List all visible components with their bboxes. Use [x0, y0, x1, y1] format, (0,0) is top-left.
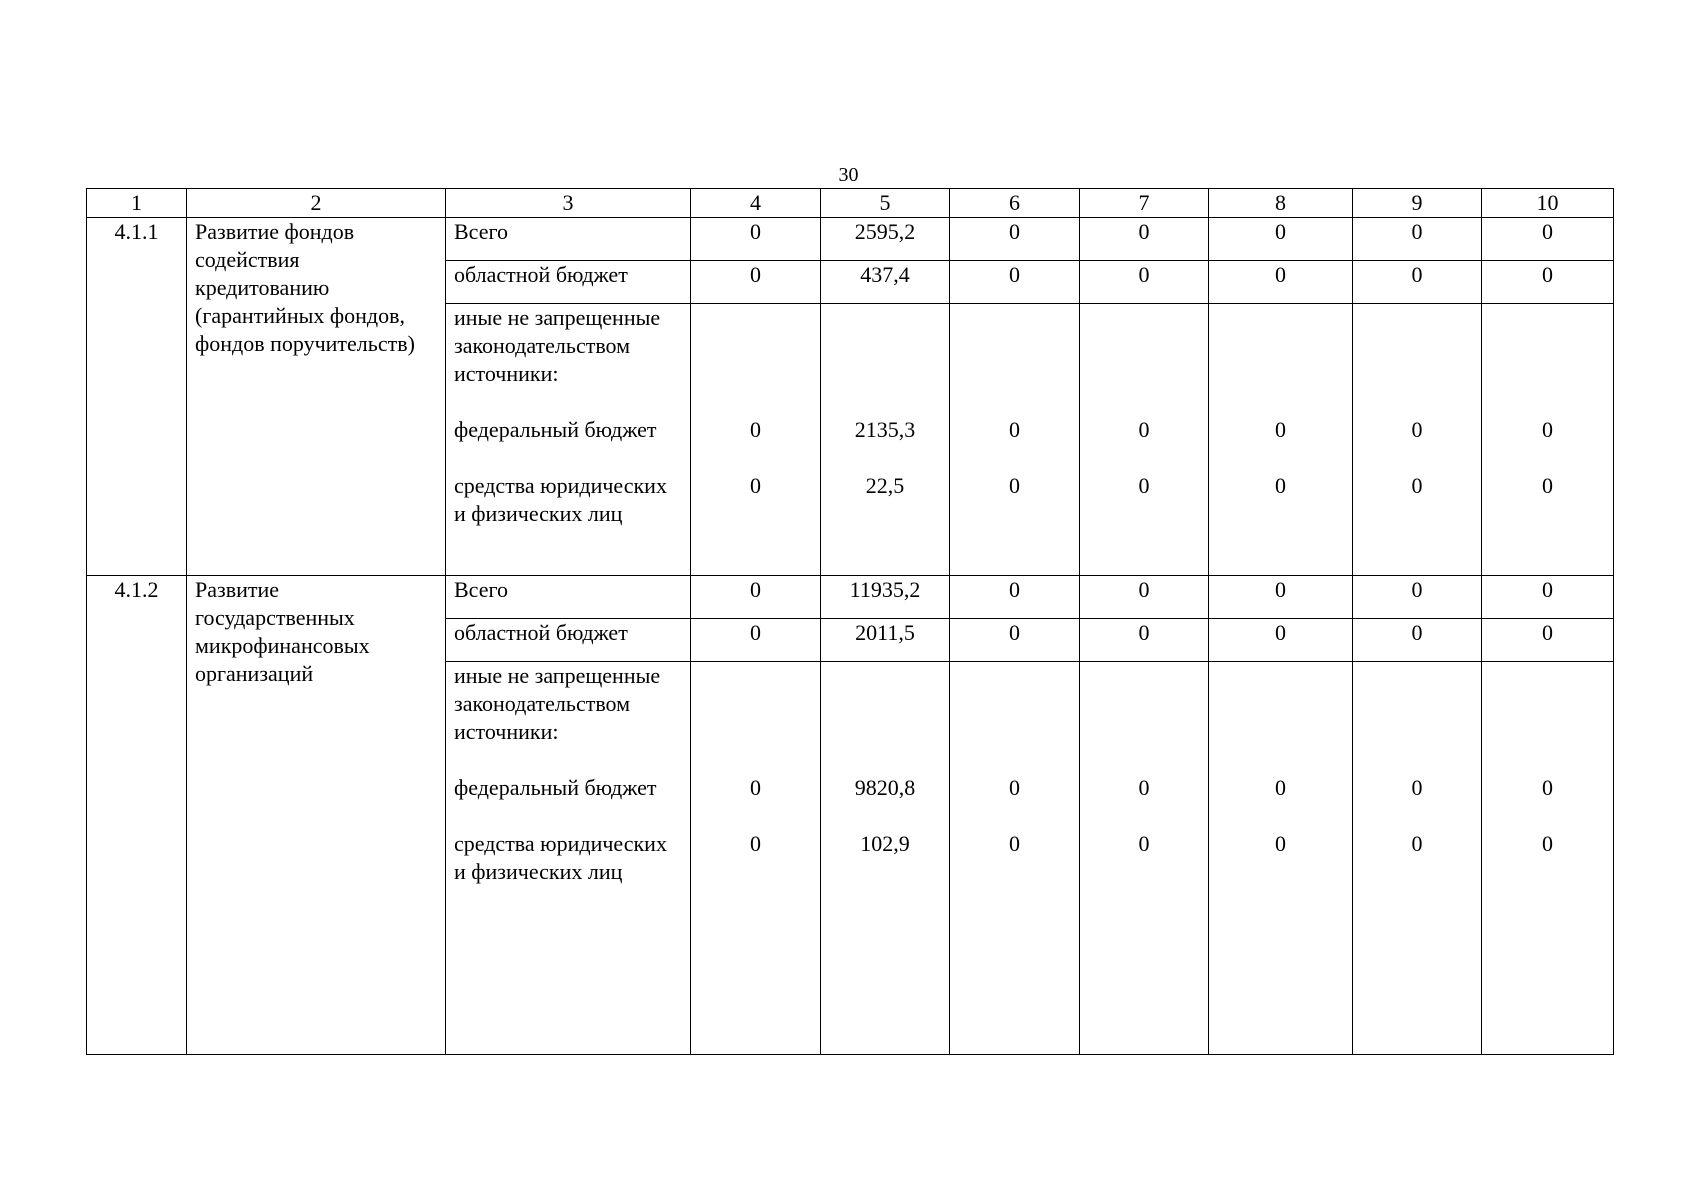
value-cell: 0	[1209, 218, 1353, 261]
value-cell: 0 0	[1353, 304, 1482, 576]
value-cell: 0 0	[1080, 304, 1209, 576]
other-sources-label: иные не запрещенные законодательством источники:	[454, 663, 661, 744]
source-label: средства юридических и физических лиц	[454, 473, 667, 526]
column-number: 4	[691, 189, 821, 218]
value-cell: 0	[1353, 619, 1482, 662]
section-name: Развитие государственных микрофинансовых организаций	[187, 576, 446, 1055]
budget-table	[86, 188, 1614, 1055]
value-cell: 2011,5	[821, 619, 950, 662]
value-cell: 0	[691, 261, 821, 304]
source-label-block	[446, 304, 691, 576]
value-cell: 11935,2	[821, 576, 950, 619]
source-label: федеральный бюджет	[454, 417, 657, 442]
table-row	[87, 218, 1614, 261]
value-cell: 0	[950, 576, 1080, 619]
value-cell: 0	[691, 576, 821, 619]
column-number: 10	[1482, 189, 1614, 218]
value-cell: 0	[1080, 261, 1209, 304]
column-number: 9	[1353, 189, 1482, 218]
column-number: 6	[950, 189, 1080, 218]
value-cell: 0 0	[1482, 304, 1614, 576]
column-number: 1	[87, 189, 187, 218]
value-cell: 2135,3 22,5	[821, 304, 950, 576]
value-cell: 0	[950, 218, 1080, 261]
source-label: областной бюджет	[446, 261, 691, 304]
value-cell: 0	[1482, 218, 1614, 261]
value-cell: 0	[1209, 576, 1353, 619]
value-cell: 0 0	[691, 662, 821, 1055]
value-cell: 0 0	[1209, 304, 1353, 576]
value-cell: 0 0	[950, 304, 1080, 576]
section-code: 4.1.1	[87, 218, 187, 576]
source-label: Всего	[446, 218, 691, 261]
value-cell: 0	[1353, 218, 1482, 261]
value-cell: 0	[1080, 576, 1209, 619]
value-cell: 0	[950, 619, 1080, 662]
value-cell: 0 0	[1209, 662, 1353, 1055]
value-cell: 0 0	[1482, 662, 1614, 1055]
value-cell: 0	[1209, 619, 1353, 662]
section-code: 4.1.2	[87, 576, 187, 1055]
column-number: 3	[446, 189, 691, 218]
value-cell: 9820,8 102,9	[821, 662, 950, 1055]
other-sources-label: иные не запрещенные законодательством источники:	[454, 305, 661, 386]
value-cell: 0 0	[950, 662, 1080, 1055]
table-row	[87, 576, 1614, 619]
value-cell: 0	[691, 218, 821, 261]
column-number: 5	[821, 189, 950, 218]
page-number: 30	[838, 164, 859, 186]
value-cell: 0	[1080, 218, 1209, 261]
source-label: средства юридических и физических лиц	[454, 831, 667, 884]
value-cell: 437,4	[821, 261, 950, 304]
value-cell: 0	[1353, 576, 1482, 619]
column-number: 8	[1209, 189, 1353, 218]
value-cell: 0	[1080, 619, 1209, 662]
value-cell: 2595,2	[821, 218, 950, 261]
section-name: Развитие фондов содействия кредитованию (гарантийных фондов, фондов поручительств)	[187, 218, 446, 576]
value-cell: 0	[1482, 576, 1614, 619]
value-cell: 0	[1482, 261, 1614, 304]
source-label: Всего	[446, 576, 691, 619]
value-cell: 0	[1209, 261, 1353, 304]
value-cell: 0	[950, 261, 1080, 304]
column-number: 2	[187, 189, 446, 218]
value-cell: 0	[1482, 619, 1614, 662]
source-label: областной бюджет	[446, 619, 691, 662]
value-cell: 0 0	[691, 304, 821, 576]
value-cell: 0	[691, 619, 821, 662]
column-number-row	[87, 189, 1614, 218]
source-label: федеральный бюджет	[454, 775, 657, 800]
value-cell: 0 0	[1353, 662, 1482, 1055]
source-label-block	[446, 662, 691, 1055]
value-cell: 0	[1353, 261, 1482, 304]
column-number: 7	[1080, 189, 1209, 218]
value-cell: 0 0	[1080, 662, 1209, 1055]
